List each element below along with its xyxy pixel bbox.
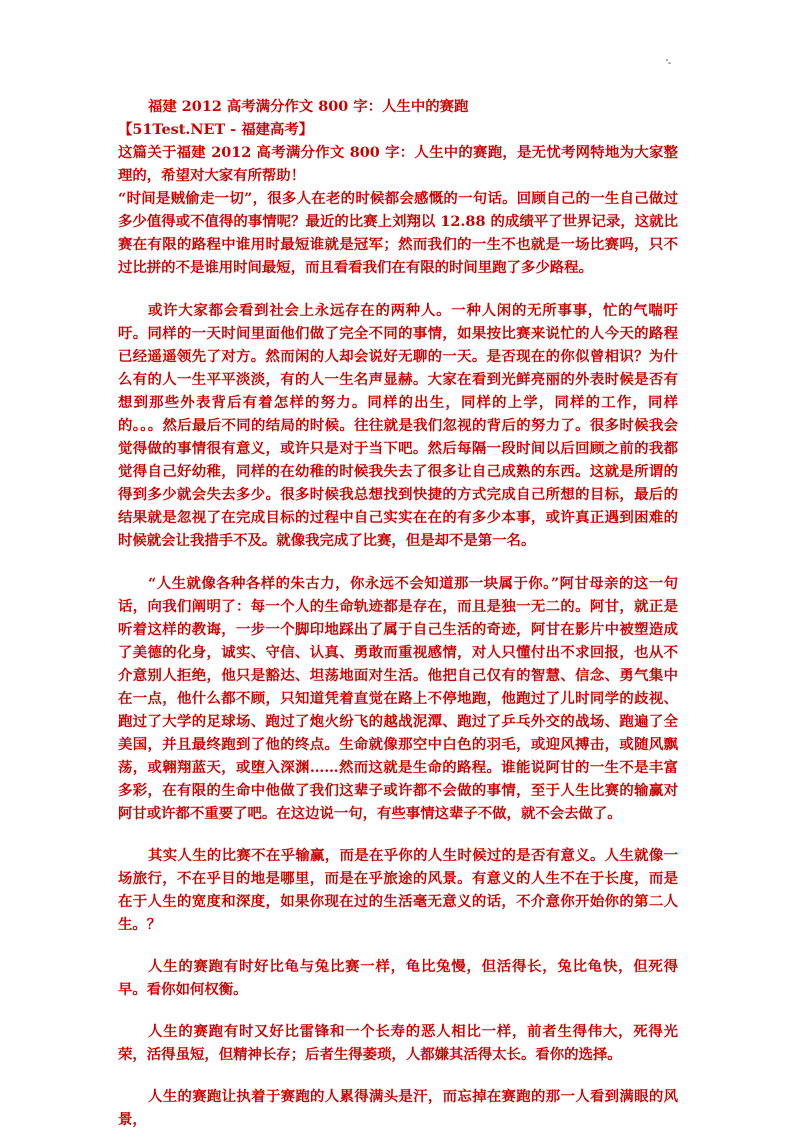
paragraph-5: 人生的赛跑有时好比龟与兔比赛一样，龟比兔慢，但活得长，兔比龟快，但死得早。看你如何权衡。 [118, 958, 678, 998]
source-line: 【51Test.NET - 福建高考】 [118, 121, 314, 138]
paragraph-1: “时间是贼偷走一切”，很多人在老的时候都会感慨的一句话。回顾自己的一生自己做过多少值得或不值得的事情呢？最近的比赛上刘翔以 12.88 的成绩平了世界记录，这就比赛在有限的路程中谁用时最短谁就是冠军；然而我们的一生不也就是一场比赛吗，只不过比拼的不是谁用时间最短，而且看看我们在有限的时间里跑了多少路程。 [118, 190, 678, 276]
paragraph-2: 或许大家都会看到社会上永远存在的两种人。一种人闲的无所事事，忙的气喘吁吁。同样的一天时间里面他们做了完全不同的事情，如果按比赛来说忙的人今天的路程已经遥遥领先了对方。然而闲的人却会说好无聊的一天。是否现在的你似曾相识？为什么有的人一生平平淡淡，有的人一生名声显赫。大家在看到光鲜亮丽的外表时候是否有想到那些外表背后有着怎样的努力。同样的出生，同样的上学，同样的工作，同样的。。。然后最后不同的结局的时候。往往就是我们忽视的背后的努力了。很多时候我会觉得做的事情很有意义，或许只是对于当下吧。然后每隔一段时间以后回顾之前的我都觉得自己好幼稚，同样的在幼稚的时候我失去了很多让自己成熟的东西。这就是所谓的得到多少就会失去多少。很多时候我总想找到快捷的方式完成自己所想的目标，最后的结果就是忽视了在完成目标的过程中自己实实在在的有多少本事，或许真正遇到困难的时候就会让我措手不及。就像我完成了比赛，但是却不是第一名。 [118, 302, 678, 549]
paragraph-4: 其实人生的比赛不在乎输赢，而是在乎你的人生时候过的是否有意义。人生就像一场旅行，不在乎目的地是哪里，而是在乎旅途的风景。有意义的人生不在于长度，而是在于人生的宽度和深度，如果你现在过的生活毫无意义的话，不介意你开始你的第二人生。？ [118, 847, 678, 933]
document-body [118, 95, 678, 1131]
paragraph-7: 人生的赛跑让执着于赛跑的人累得满头是汗，而忘掉在赛跑的那一人看到满眼的风景， [118, 1088, 678, 1128]
paragraph-3: “人生就像各种各样的朱古力，你永远不会知道那一块属于你。”阿甘母亲的这一句话，向我们阐明了：每一个人的生命轨迹都是存在，而且是独一无二的。阿甘，就正是听着这样的教诲，一步一个脚印地踩出了属于自己生活的奇迹，阿甘在影片中被塑造成了美德的化身，诚实、守信、认真、勇敢而重视感情，对人只懂付出不求回报，也从不介意别人拒绝，他只是豁达、坦荡地面对生活。他把自己仅有的智慧、信念、勇气集中在一点，他什么都不顾，只知道凭着直觉在路上不停地跑，他跑过了儿时同学的歧视、跑过了大学的足球场、跑过了炮火纷飞的越战泥潭、跑过了乒乓外交的战场、跑遍了全美国，并且最终跑到了他的终点。生命就像那空中白色的羽毛，或迎风搏击，或随风飘荡，或翱翔蓝天，或堕入深渊……然而这就是生命的路程。谁能说阿甘的一生不是丰富多彩，在有限的生命中他做了我们这辈子或许都不会做的事情，至于人生比赛的输赢对阿甘或许都不重要了吧。在这边说一句，有些事情这辈子不做，就不会去做了。 [118, 575, 678, 822]
intro-paragraph: 这篇关于福建 2012 高考满分作文 800 字：人生中的赛跑，是无忧考网特地为大家整理的，希望对大家有所帮助！ [118, 144, 678, 184]
document-title: 福建 2012 高考满分作文 800 字：人生中的赛跑 [148, 98, 469, 115]
corner-mark: '- [666, 58, 672, 69]
paragraph-6: 人生的赛跑有时又好比雷锋和一个长寿的恶人相比一样，前者生得伟大，死得光荣，活得虽短，但精神长存；后者生得萎琐，人都嫌其活得太长。看你的选择。 [118, 1023, 678, 1063]
